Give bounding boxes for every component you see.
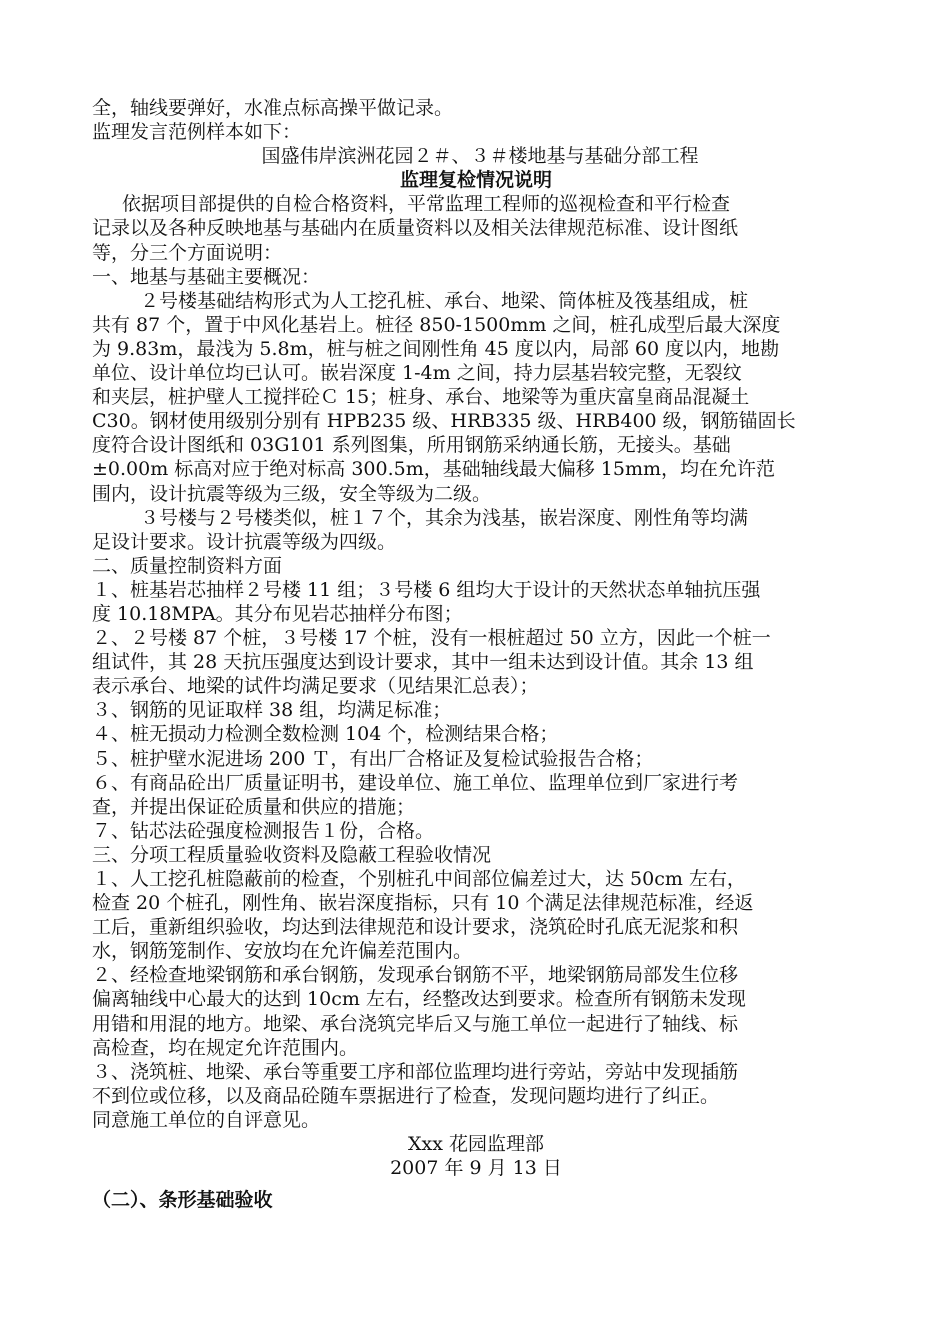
- text-line: 围内，设计抗震等级为三级，安全等级为二级。: [92, 482, 492, 505]
- text-line: ２号楼基础结构形式为人工挖孔桩、承台、地梁、筒体桩及筏基组成，桩: [140, 289, 749, 312]
- text-line: 不到位或位移，以及商品砼随车票据进行了检查，发现问题均进行了纠正。: [92, 1084, 720, 1107]
- document-page: [92, 96, 860, 1212]
- text-line: 足设计要求。设计抗震等级为四级。: [92, 530, 397, 553]
- text-line: C30。钢材使用级别分别有 HPB235 级、HRB335 级、HRB400 级，钢筋锚固长: [92, 410, 796, 433]
- project-title: 国盛伟岸滨洲花园２＃、３＃楼地基与基础分部工程: [261, 145, 699, 168]
- section3-list: [92, 867, 860, 1108]
- text-line: 为 9.83m，最浅为 5.8m，桩与桩之间刚性角 45 度以内，局部 60 度以内，地勘: [92, 337, 780, 360]
- list-item: １、人工挖孔桩隐蔽前的检查，个别桩孔中间部位偏差过大，达 50cm 左右，: [92, 868, 746, 890]
- text-line: 记录以及各种反映地基与基础内在质量资料以及相关法律规范标准、设计图纸: [92, 217, 739, 240]
- next-section-heading: （二）、条形基础验收: [92, 1189, 273, 1212]
- text-line: 等，分三个方面说明：: [92, 241, 283, 264]
- text-line: 查，并提出保证砼质量和供应的措施；: [92, 795, 416, 818]
- text-line: 检查 20 个桩孔，刚性角、嵌岩深度指标，只有 10 个满足法律规范标准，经返: [92, 892, 754, 915]
- text-line: 水，钢筋笼制作、安放均在允许偏差范围内。: [92, 940, 473, 963]
- text-line: 依据项目部提供的自检合格资料，平常监理工程师的巡视检查和平行检查: [122, 193, 731, 216]
- text-line: 监理发言范例样本如下：: [92, 121, 302, 144]
- intro-paragraph: [92, 192, 860, 264]
- text-line: 高检查，均在规定允许范围内。: [92, 1036, 359, 1059]
- text-line: 单位、设计单位均已认可。嵌岩深度 1-4m 之间，持力层基岩较完整，无裂纹: [92, 362, 742, 385]
- text-line: 和夹层，桩护壁人工搅拌砼Ｃ 15；桩身、承台、地梁等为重庆富皇商品混凝土: [92, 386, 750, 409]
- text-line: 偏离轴线中心最大的达到 10cm 左右，经整改达到要求。检查所有钢筋未发现: [92, 988, 746, 1011]
- section2-list: [92, 578, 860, 843]
- text-line: 表示承台、地梁的试件均满足要求（见结果汇总表）；: [92, 675, 539, 698]
- text-line: 组试件，其 28 天抗压强度达到设计要求，其中一组未达到设计值。其余 13 组: [92, 651, 754, 674]
- text-line: ３号楼与２号楼类似，桩１７个，其余为浅基，嵌岩深度、刚性角等均满: [140, 506, 749, 529]
- list-item: ２、２号楼 87 个桩，３号楼 17 个桩，没有一根桩超过 50 立方，因此一个桩一: [92, 627, 771, 650]
- document-title: 监理复检情况说明: [399, 169, 552, 192]
- section1-paragraph1: [92, 289, 860, 506]
- text-line: 用错和用混的地方。地梁、承台浇筑完毕后又与施工单位一起进行了轴线、标: [92, 1012, 739, 1035]
- signature: Xxx 花园监理部: [408, 1133, 544, 1156]
- list-item: ３、浇筑桩、地梁、承台等重要工序和部位监理均进行旁站，旁站中发现插筋: [92, 1060, 739, 1083]
- section-heading: 二、质量控制资料方面: [92, 554, 283, 577]
- text-line: ±0.00m 标高对应于绝对标高 300.5m，基础轴线最大偏移 15mm，均在允许范: [92, 458, 775, 481]
- list-item: ２、经检查地梁钢筋和承台钢筋，发现承台钢筋不平，地梁钢筋局部发生位移: [92, 964, 739, 987]
- conclusion-text: 同意施工单位的自评意见。: [92, 1108, 321, 1131]
- list-item: ６、有商品砼出厂质量证明书，建设单位、施工单位、监理单位到厂家进行考: [92, 771, 739, 794]
- list-item: ５、桩护壁水泥进场 200 Ｔ，有出厂合格证及复检试验报告合格；: [92, 747, 654, 770]
- section-heading: 三、分项工程质量验收资料及隐蔽工程验收情况: [92, 843, 492, 866]
- list-item: ４、桩无损动力检测全数检测 104 个，检测结果合格；: [92, 723, 559, 746]
- text-line: 全，轴线要弹好，水准点标高操平做记录。: [92, 97, 454, 119]
- text-line: 度 10.18MPA。其分布见岩芯抽样分布图；: [92, 602, 463, 625]
- list-item: ７、钻芯法砼强度检测报告１份，合格。: [92, 819, 435, 842]
- text-line: 度符合设计图纸和 03G101 系列图集，所用钢筋采纳通长筋，无接头。基础: [92, 434, 731, 457]
- text-line: 共有 87 个，置于中风化基岩上。桩径 850-1500mm 之间，桩孔成型后最大深度: [92, 313, 781, 336]
- list-item: １、桩基岩芯抽样２号楼 11 组；３号楼 6 组均大于设计的天然状态单轴抗压强: [92, 578, 761, 601]
- list-item: ３、钢筋的见证取样 38 组，均满足标准；: [92, 699, 452, 722]
- section1-paragraph2: [92, 506, 860, 554]
- date: 2007 年 9 月 13 日: [390, 1157, 562, 1180]
- text-line: 工后，重新组织验收，均达到法律规范和设计要求，浇筑砼时孔底无泥浆和积: [92, 916, 739, 939]
- section-heading: 一、地基与基础主要概况：: [92, 265, 321, 288]
